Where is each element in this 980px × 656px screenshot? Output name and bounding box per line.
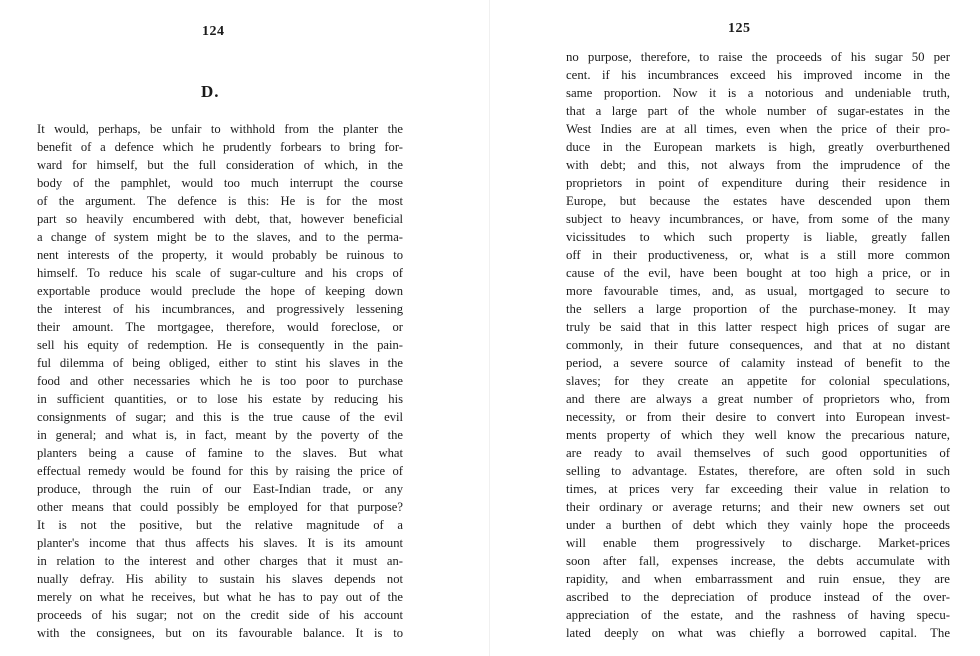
text-line: food and other necessaries which he is too poor to purchase [37, 374, 403, 388]
text-line: no purpose, therefore, to raise the proceeds of his sugar 50 per [566, 50, 950, 64]
text-line: rapidity, and when embarrassment and ruin ensue, they are [566, 572, 950, 586]
text-line: their ordinary or average returns; and their new owners set out [566, 500, 950, 514]
text-line: the interest of his incumbrances, and progressively lessening [37, 302, 403, 316]
text-line: in sufficient quantities, or to lose his estate by reducing his [37, 392, 403, 406]
text-line: commonly, in their future consequences, and that at no distant [566, 338, 950, 352]
text-line: ward for himself, but the full consideration of which, in the [37, 158, 403, 172]
text-line: ful dilemma of being obliged, either to stint his slaves in the [37, 356, 403, 370]
text-line: proceeds of his sugar; not on the credit side of his account [37, 608, 403, 622]
text-line: that a large part of the whole number of sugar-estates in the [566, 104, 950, 118]
text-line: cent. if his incumbrances exceed his improved income in the [566, 68, 950, 82]
text-line: under a burthen of debt which they vainly hope the proceeds [566, 518, 950, 532]
text-line: the sellers a large proportion of the purchase-money. It may [566, 302, 950, 316]
text-line: duce in the European markets is high, greatly overburthened [566, 140, 950, 154]
text-line: consignments of sugar; and this is the true cause of the evil [37, 410, 403, 424]
text-line: will enable them progressively to discharge. Market-prices [566, 536, 950, 550]
text-line: West Indies are at all times, even when the price of their pro- [566, 122, 950, 136]
text-line: off in their productiveness, or, what is a still more common [566, 248, 950, 262]
text-line: their amount. The mortgagee, therefore, would foreclose, or [37, 320, 403, 334]
text-line: exportable produce would preclude the hope of keeping down [37, 284, 403, 298]
text-line: are ready to avail themselves of such good opportunities of [566, 446, 950, 460]
text-line: effectual remedy would be found for this by raising the price of [37, 464, 403, 478]
text-line: in general; and what is, in fact, meant by the poverty of the [37, 428, 403, 442]
text-line: a change of system might be to the slaves, and to the perma- [37, 230, 403, 244]
left-page-text [37, 120, 403, 642]
text-line: merely on what he receives, but what he has to pay out of the [37, 590, 403, 604]
text-line: selling to advantage. Estates, therefore, are often sold in such [566, 464, 950, 478]
text-line: nually defray. His ability to sustain his slaves depends not [37, 572, 403, 586]
page-number: 124 [202, 24, 225, 39]
text-line: benefit of a defence which he prudently forbears to bring for- [37, 140, 403, 154]
text-line: Europe, but because the estates have descended upon them [566, 194, 950, 208]
text-line: appreciation of the estate, and the rashness of having specu- [566, 608, 950, 622]
text-line: more favourable times, and, as usual, mortgaged to secure to [566, 284, 950, 298]
text-line: of the argument. The defence is this: He is for the most [37, 194, 403, 208]
text-line: planter's income that thus affects his slaves. It is its amount [37, 536, 403, 550]
section-heading: D. [201, 82, 220, 101]
text-line: period, a severe source of calamity instead of benefit to the [566, 356, 950, 370]
text-line: other means that could possibly be employed for that purpose? [37, 500, 403, 514]
text-line: subject to heavy incumbrances, or have, from some of the many [566, 212, 950, 226]
text-line: vicissitudes to which such property is liable, greatly fallen [566, 230, 950, 244]
text-line: and there are always a great number of proprietors who, from [566, 392, 950, 406]
text-line: planters being a cause of famine to the slaves. But what [37, 446, 403, 460]
text-line: in relation to the interest and other charges that it must an- [37, 554, 403, 568]
text-line: body of the pamphlet, would too much interrupt the course [37, 176, 403, 190]
text-line: cause of the evil, have been bought at too high a price, or in [566, 266, 950, 280]
text-line: with debt; and this, not always from the imprudence of the [566, 158, 950, 172]
text-line: proprietors in point of expenditure during their residence in [566, 176, 950, 190]
text-line: nent interests of the property, it would probably be ruinous to [37, 248, 403, 262]
right-page-text [566, 48, 950, 642]
text-line: himself. To reduce his scale of sugar-culture and his crops of [37, 266, 403, 280]
text-line: ments property of which they well know the precarious nature, [566, 428, 950, 442]
text-line: same proportion. Now it is a notorious and undeniable truth, [566, 86, 950, 100]
text-line: truly be said that in this latter respect high prices of sugar are [566, 320, 950, 334]
text-line: slaves; for they create an appetite for colonial speculations, [566, 374, 950, 388]
text-line: ascribed to the depreciation of produce instead of the over- [566, 590, 950, 604]
text-line: times, at prices very far exceeding their value in relation to [566, 482, 950, 496]
text-line: part so heavily encumbered with debt, that, however beneficial [37, 212, 403, 226]
text-line: produce, through the ruin of our East-Indian trade, or any [37, 482, 403, 496]
text-line: It is not the positive, but the relative magnitude of a [37, 518, 403, 532]
text-line: sell his equity of redemption. He is consequently in the pain- [37, 338, 403, 352]
right-page [490, 0, 980, 656]
page-number: 125 [728, 21, 751, 36]
text-line: with the consignees, but on its favourable balance. It is to [37, 626, 403, 640]
text-line: necessity, or from their desire to convert into European invest- [566, 410, 950, 424]
text-line: soon after fall, expenses increase, the debts accumulate with [566, 554, 950, 568]
text-line: It would, perhaps, be unfair to withhold from the planter the [37, 122, 403, 136]
text-line: lated deeply on what was chiefly a borrowed capital. The [566, 626, 950, 640]
